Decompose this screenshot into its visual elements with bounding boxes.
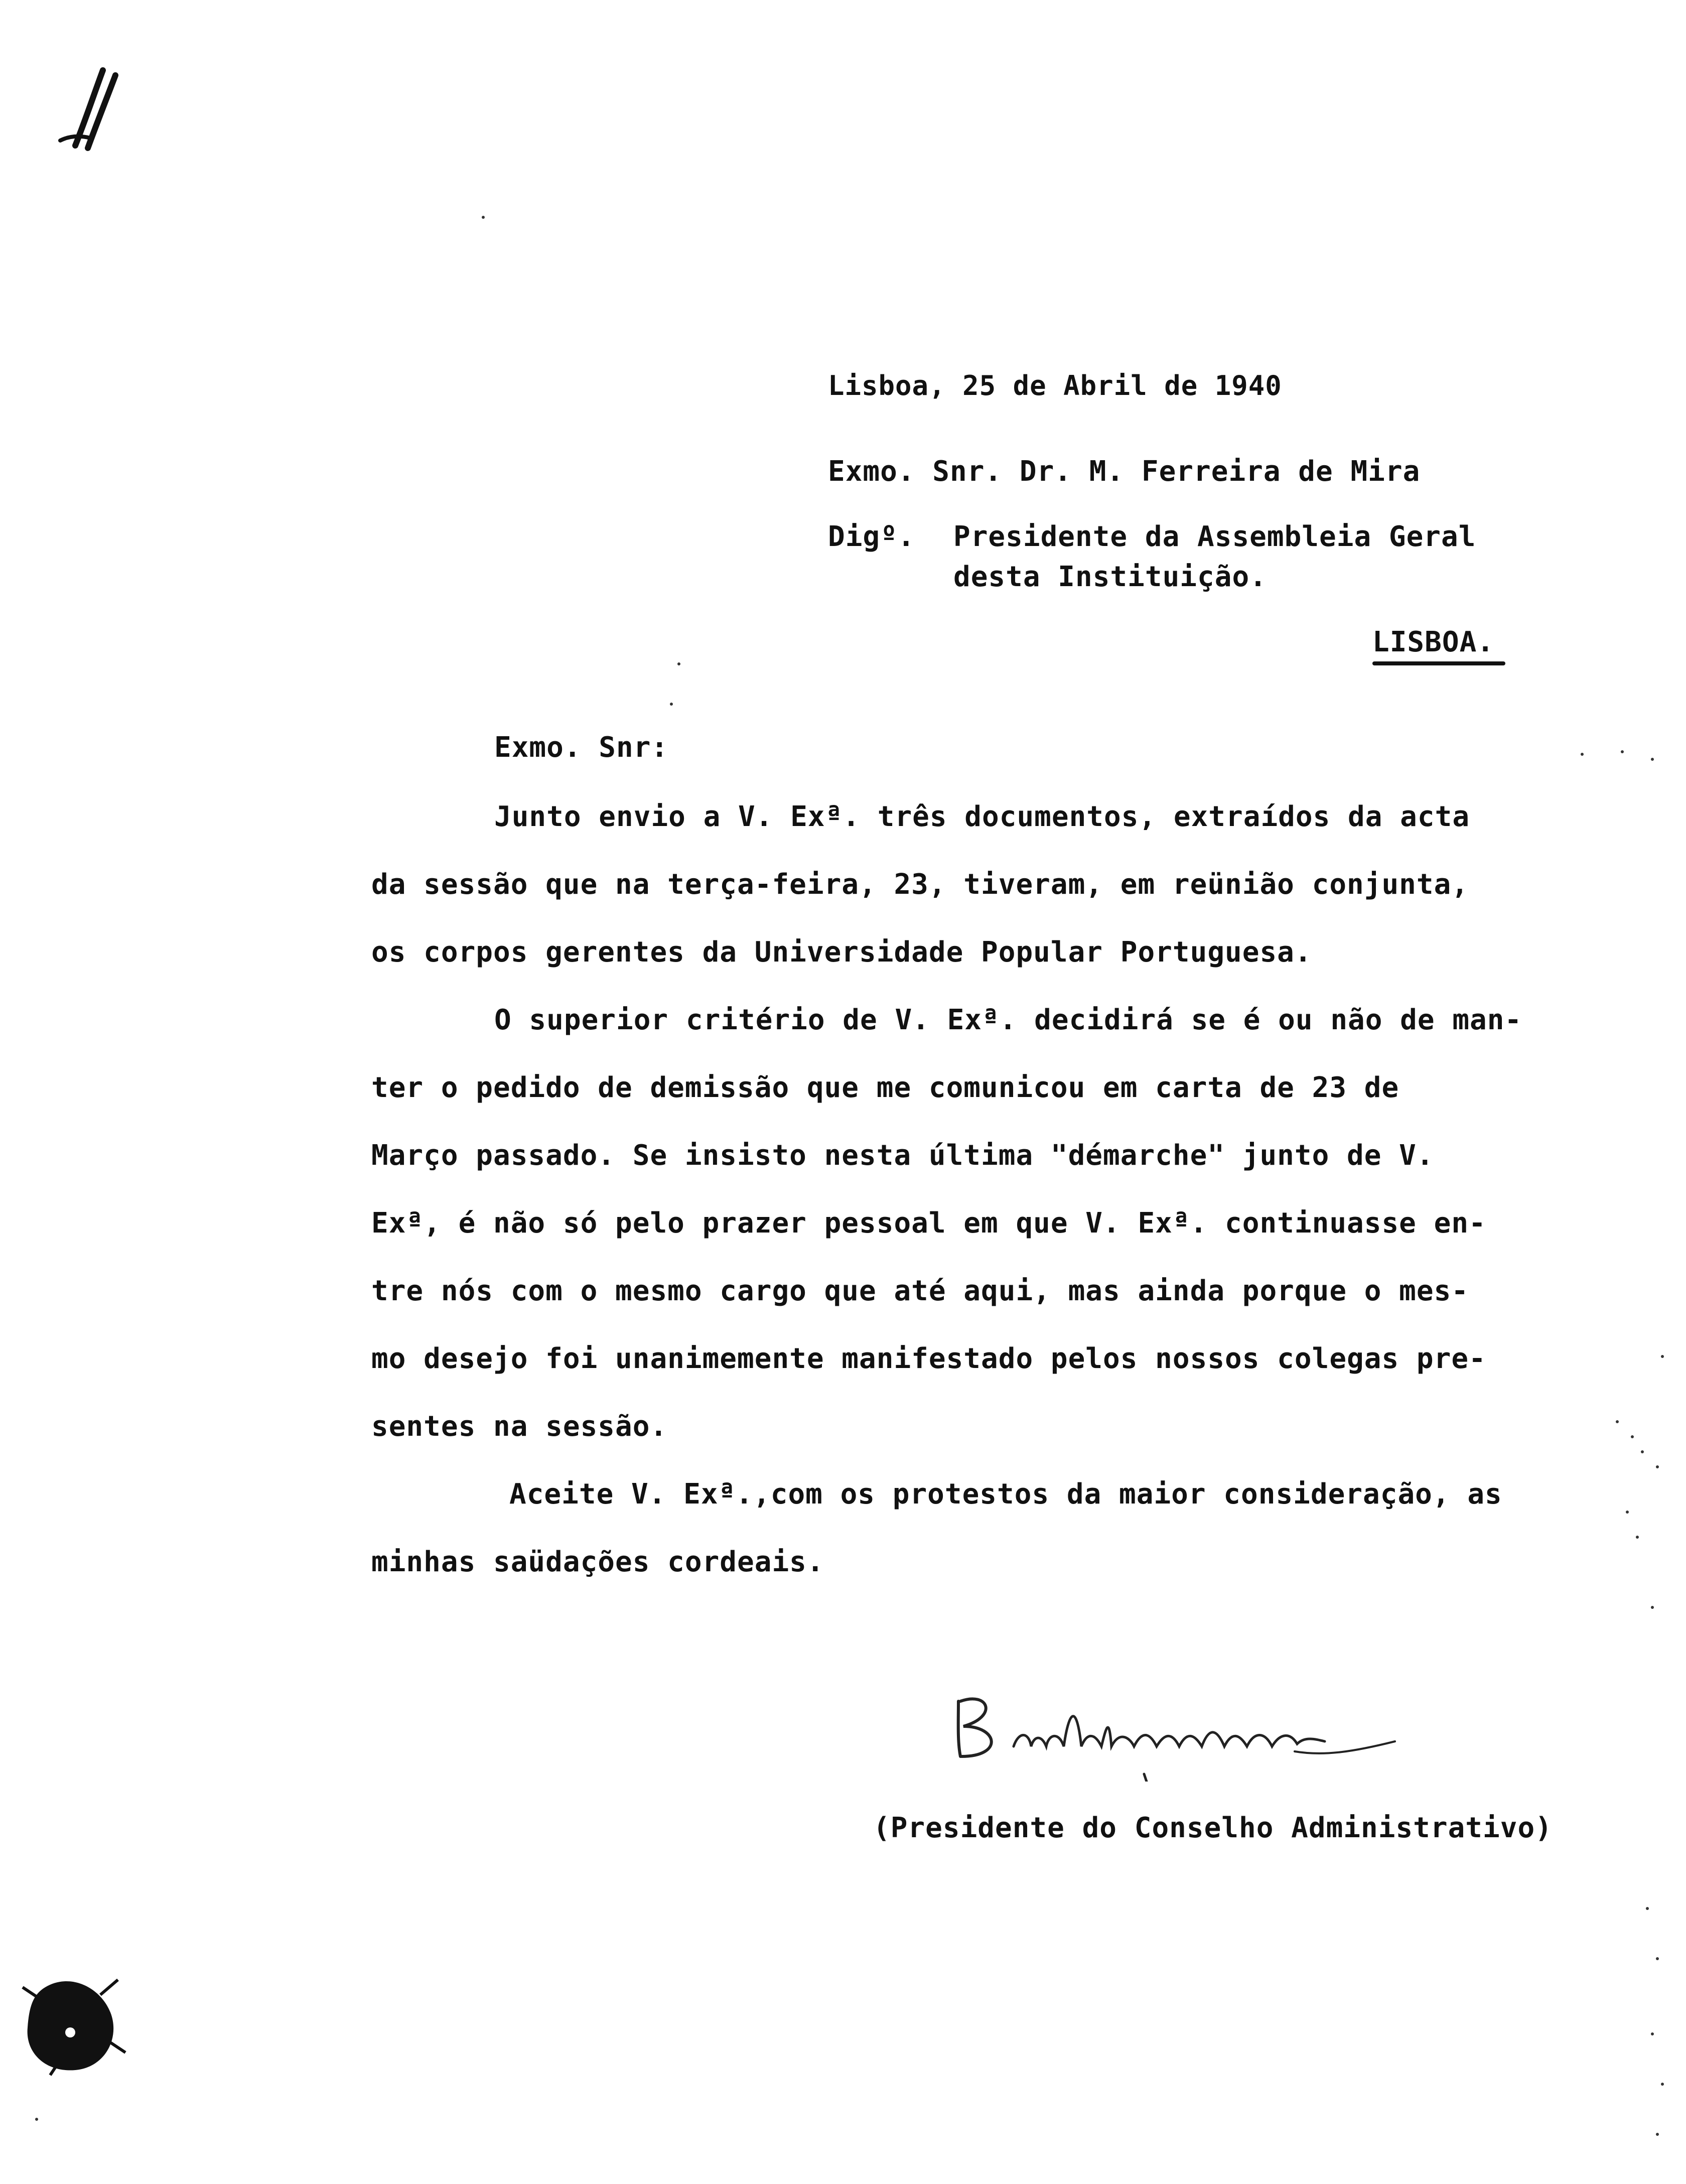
handwritten-signature (943, 1681, 1445, 1782)
handwritten-page-number (40, 60, 140, 161)
body-line: tre nós com o mesmo cargo que até aqui, mas ainda porque o mes- (371, 1275, 1469, 1307)
body-line: sentes na sessão. (371, 1410, 668, 1443)
recipient-line-2: Presidente da Assembleia Geral (953, 520, 1476, 553)
date-line: Lisboa, 25 de Abril de 1940 (828, 370, 1282, 401)
body-line: minhas saüdações cordeais. (371, 1546, 824, 1578)
city-underline (1372, 661, 1505, 665)
body-line: Exª, é não só pelo prazer pessoal em que V. Exª. continuasse en- (371, 1207, 1486, 1240)
signatory-title: (Presidente do Conselho Administrativo) (873, 1812, 1553, 1844)
salutation: Exmo. Snr: (494, 731, 669, 764)
recipient-line-3: desta Instituição. (953, 561, 1267, 593)
body-line: Junto envio a V. Exª. três documentos, extraídos da acta (494, 800, 1470, 833)
recipient-city: LISBOA. (1372, 626, 1495, 658)
ink-blot (15, 1967, 130, 2078)
body-line: mo desejo foi unanimemente manifestado pelos nossos colegas pre- (371, 1342, 1486, 1375)
body-line: ter o pedido de demissão que me comunicou em carta de 23 de (371, 1071, 1399, 1104)
body-line: Março passado. Se insisto nesta última "démarche" junto de V. (371, 1139, 1434, 1172)
recipient-line-2-prefix: Digº. (828, 520, 915, 553)
recipient-line-1: Exmo. Snr. Dr. M. Ferreira de Mira (828, 455, 1421, 488)
body-line: da sessão que na terça-feira, 23, tiveram, em reünião conjunta, (371, 868, 1469, 901)
body-line: Aceite V. Exª.,com os protestos da maior consideração, as (509, 1478, 1502, 1511)
body-line: os corpos gerentes da Universidade Popular Portuguesa. (371, 936, 1312, 969)
body-line: O superior critério de V. Exª. decidirá se é ou não de man- (494, 1004, 1522, 1036)
